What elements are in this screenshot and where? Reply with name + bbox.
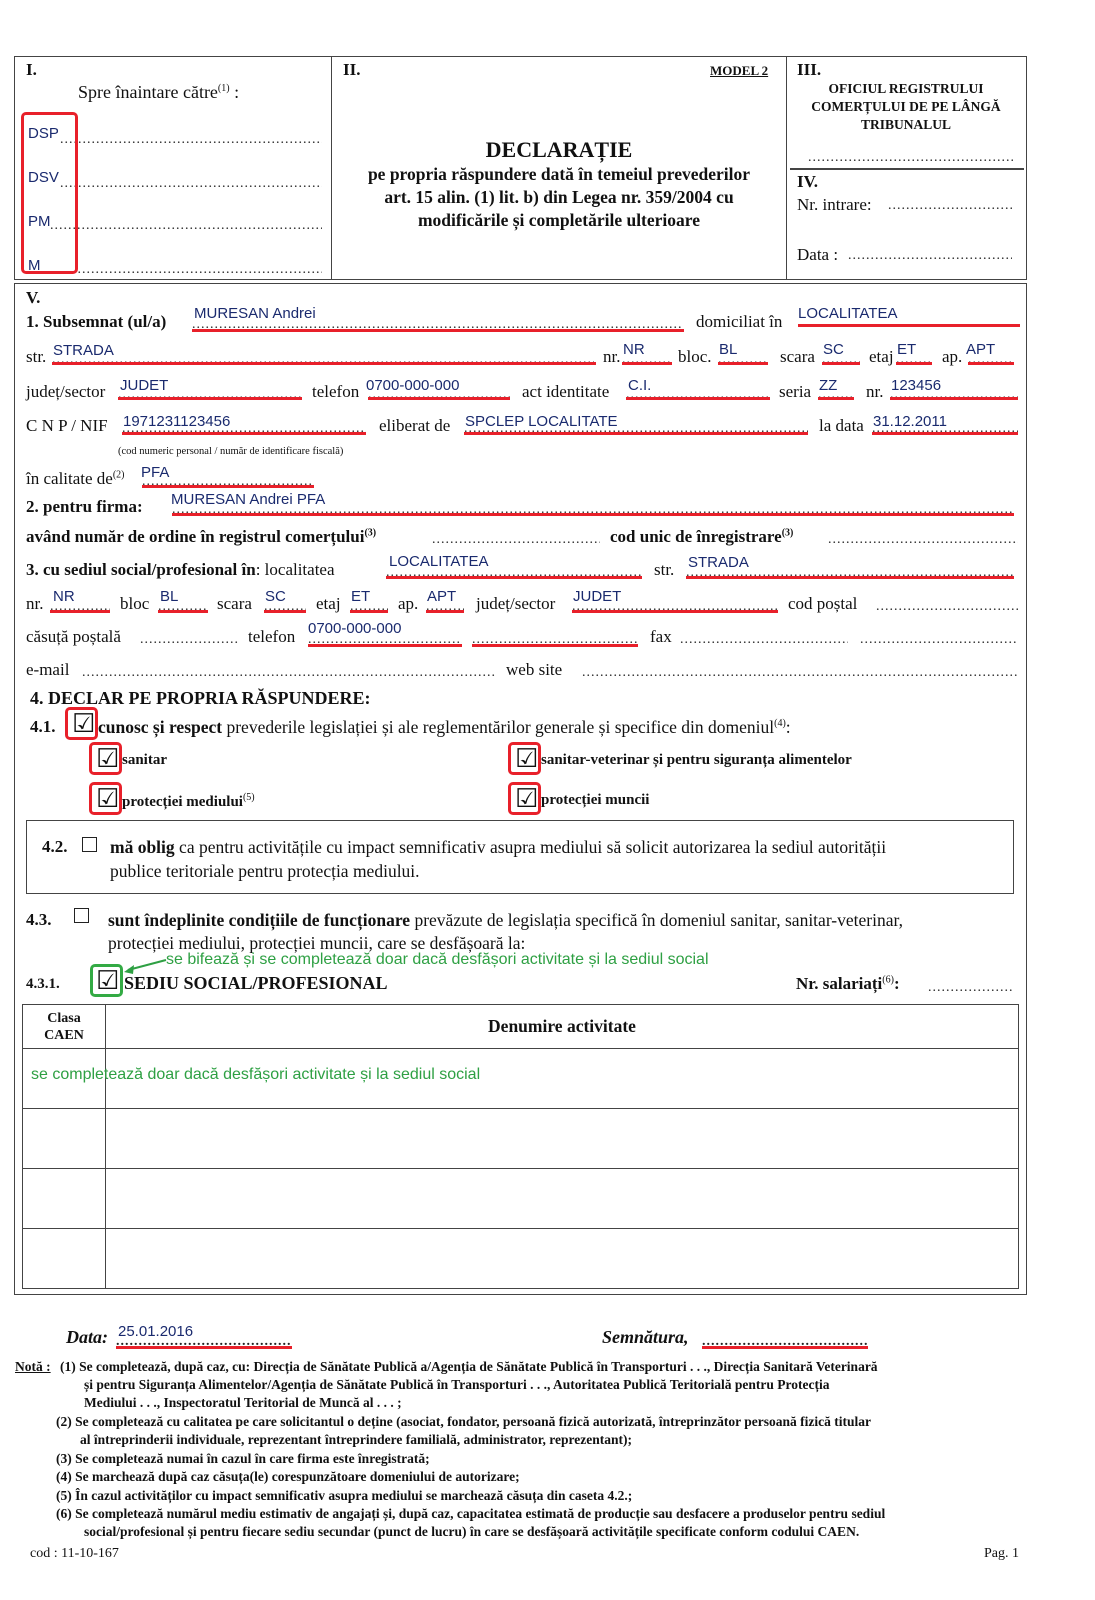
mediu-label-text: protecției mediului: [122, 794, 243, 810]
la-data-underline: [872, 432, 1018, 435]
data-dots: [848, 248, 1012, 264]
p41-checkbox[interactable]: ☑: [72, 709, 96, 739]
sediu-nr-label: nr.: [26, 594, 44, 613]
mediu-ref: (5): [242, 792, 255, 803]
website-label: web site: [506, 660, 563, 679]
eliberat-value[interactable]: SPCLEP LOCALITATE: [465, 413, 618, 430]
sec3-line1: OFICIUL REGISTRULUI: [828, 81, 984, 96]
email-label: e-mail: [26, 660, 70, 679]
green-note-1: se bifează și se completează doar dacă desfășori activitate și la sediul social: [166, 951, 709, 968]
bloc-label: bloc.: [678, 347, 712, 366]
etaj-underline: [896, 362, 932, 365]
caen-header-clasa: [23, 1005, 106, 1049]
footer-data-underline: [116, 1346, 292, 1349]
declaratie-title: DECLARAȚIE: [485, 137, 633, 162]
p43-text1: [108, 910, 903, 931]
calitate-underline: [142, 485, 314, 488]
etaj-value[interactable]: ET: [897, 341, 917, 358]
cnp-note: (cod numeric personal / număr de identificare fiscală): [118, 446, 344, 457]
sec4-roman: IV.: [797, 172, 818, 191]
sediu-etaj-underline: [350, 610, 388, 613]
sediu-judet-label: județ/sector: [476, 594, 556, 613]
p43-checkbox[interactable]: [74, 908, 89, 923]
sec5-roman: V.: [26, 288, 41, 307]
p431-label: SEDIU SOCIAL/PROFESIONAL: [124, 973, 388, 993]
sec1-entry-dsv[interactable]: DSV: [28, 169, 59, 186]
semnatura-underline: [702, 1346, 868, 1349]
str-dots: [52, 352, 594, 368]
sediu-localitate-underline: [386, 576, 642, 579]
salariati-dots: [928, 980, 1012, 996]
sanitar-checkbox[interactable]: ☑: [96, 744, 120, 774]
sediu-cod-postal-label: cod poștal: [788, 594, 858, 613]
sec1-dots-4: [64, 262, 322, 278]
p42-text2: publice teritoriale pentru protecția mediului.: [110, 861, 420, 881]
green-note-2: se completează doar dacă desfășori activitate și la sediul social: [31, 1066, 481, 1083]
sediu-str-label: str.: [654, 560, 675, 579]
sediu-ap-label: ap.: [398, 594, 419, 613]
casuta-label: căsuță poștală: [26, 627, 121, 646]
nr-ci-underline: [890, 397, 1018, 400]
eliberat-label: eliberat de: [379, 416, 451, 435]
sec3-dots: [808, 150, 1013, 166]
salariati-text: Nr. salariați: [796, 974, 883, 993]
sediu-str-value[interactable]: STRADA: [688, 554, 749, 571]
p41-ref: (4): [774, 718, 786, 730]
sediu-localitate-value[interactable]: LOCALITATEA: [389, 553, 489, 570]
p431-num: 4.3.1.: [26, 976, 60, 992]
caen-row: [23, 1229, 1019, 1289]
sediu-ap-underline: [426, 610, 464, 613]
fax2-dots: [860, 632, 1018, 648]
declaratie-sub1: pe propria răspundere dată în temeiul prevederilor: [367, 164, 751, 184]
fax-label: fax: [650, 627, 672, 646]
ap-value[interactable]: APT: [966, 341, 996, 358]
caen-cell-clasa[interactable]: [23, 1169, 106, 1229]
sediu-scara-label: scara: [217, 594, 252, 613]
subsemnat-underline: [192, 329, 684, 332]
sec2-roman: II.: [343, 60, 361, 79]
note-2a: (2) Se completează cu calitatea pe care solicitantul o deține (asociat, fondator, persoană fizică autorizată, întreprinzător persoană fizică titular: [56, 1414, 871, 1429]
subsemnat-value[interactable]: MURESAN Andrei: [194, 305, 316, 322]
sec3-roman: III.: [797, 60, 822, 79]
sediu-label-text: 3. cu sediul social/profesional în: [26, 560, 256, 579]
header-section-4-divider: [790, 168, 1024, 170]
scara-underline: [822, 362, 860, 365]
caen-cell-denumire[interactable]: [106, 1169, 1019, 1229]
seria-label: seria: [779, 382, 812, 401]
act-value[interactable]: C.I.: [628, 377, 652, 394]
salariati-label: [796, 974, 900, 994]
judet-value[interactable]: JUDET: [120, 377, 169, 394]
judet-label: județ/sector: [26, 382, 106, 401]
fax-dots: [680, 632, 848, 648]
nr-ci-label: nr.: [866, 382, 884, 401]
sec1-colon: :: [234, 82, 240, 102]
caen-row: [23, 1109, 1019, 1169]
note-3: (3) Se completează numai în cazul în care firma este înregistrată;: [56, 1451, 430, 1466]
p41-bold: cunosc și respect: [98, 717, 223, 737]
caen-header-denumire: Denumire activitate: [106, 1005, 1019, 1049]
sec1-roman: I.: [26, 60, 37, 79]
caen-row: [23, 1169, 1019, 1229]
sec1-note-ref: (1): [217, 83, 230, 94]
sediu-etaj-value[interactable]: ET: [351, 588, 371, 605]
str-underline: [52, 362, 596, 365]
cnp-value[interactable]: 1971231123456: [123, 413, 231, 430]
seria-value[interactable]: ZZ: [819, 377, 838, 394]
sediu-bloc-underline: [158, 610, 208, 613]
sec1-dots-3: [50, 218, 322, 234]
caen-table: [22, 1004, 1019, 1289]
sec1-entry-pm[interactable]: PM: [28, 213, 51, 230]
calitate-label: [26, 469, 125, 489]
domiciliu-underline: [798, 324, 1020, 327]
bloc-value[interactable]: BL: [719, 341, 738, 358]
email-dots: [82, 665, 496, 681]
sediu-localitatea-label: : localitatea: [255, 560, 335, 579]
cui-label: [610, 527, 793, 547]
mediu-checkbox-highlight: [89, 782, 122, 815]
nr-underline: [622, 362, 672, 365]
cui-dots: [828, 532, 1018, 548]
p41-checkbox-highlight: [65, 707, 98, 740]
nr-intrare-label: Nr. intrare:: [797, 195, 872, 214]
cui-ref: (3): [781, 527, 794, 539]
vet-label: sanitar-veterinar și pentru siguranța alimentelor: [541, 752, 852, 768]
sec1-dots-1: [60, 132, 322, 148]
sediu-nr-underline: [50, 610, 110, 613]
note-1a: (1) Se completează, după caz, cu: Direcția de Sănătate Publică a/Agenția de Sănătate Publică în Transporturi . . ., Direcția Sanitară Veterinară: [60, 1359, 878, 1374]
sediu-str-underline: [686, 576, 1014, 579]
seria-underline: [818, 397, 854, 400]
cui-text: cod unic de înregistrare: [610, 527, 782, 546]
ap-label: ap.: [942, 347, 963, 366]
nr-ordine-label: [26, 527, 376, 547]
caen-cell-clasa[interactable]: [23, 1229, 106, 1289]
p42-text1: [110, 837, 886, 858]
salariati-colon: :: [893, 974, 900, 993]
p42-body1: ca pentru activitățile cu impact semnificativ asupra mediului să solicit autorizarea la sediul autorității: [179, 837, 887, 857]
note-6b: social/profesional și pentru fiecare sediu secundar (punct de lucru) în care se desfășoară activitățile specificate conform codului CAEN.: [84, 1524, 860, 1539]
sediu-telefon-label: telefon: [248, 627, 296, 646]
declar-title: 4. DECLAR PE PROPRIA RĂSPUNDERE:: [30, 688, 371, 708]
note-1b: și pentru Siguranța Alimentelor/Agenția de Sănătate Publică în Transporturi . . ., Autoritatea Publică Teritorială pentru Protecția: [84, 1377, 830, 1392]
p43-body1: prevăzute de legislația specifică în domeniul sanitar, sanitar-veterinar,: [414, 910, 903, 930]
telefon-label: telefon: [312, 382, 360, 401]
sediu-cod-postal-dots: [876, 599, 1018, 615]
caen-header-row: [23, 1005, 1019, 1049]
vet-checkbox[interactable]: ☑: [515, 744, 539, 774]
sec3-line3: TRIBUNALUL: [860, 117, 952, 132]
p43-bold: sunt îndeplinite condițiile de funcționare: [108, 910, 411, 930]
sediu-scara-underline: [264, 610, 306, 613]
salariati-ref: (6): [882, 974, 894, 986]
munca-checkbox-highlight: [508, 782, 541, 815]
nr-intrare-dots: [888, 198, 1012, 214]
p42-checkbox[interactable]: [82, 837, 97, 852]
sediu-telefon-value[interactable]: 0700-000-000: [308, 620, 402, 637]
domiciliu-localitate-value[interactable]: LOCALITATEA: [798, 305, 898, 322]
page-number: Pag. 1: [984, 1546, 1019, 1561]
firma-label: 2. pentru firma:: [26, 497, 143, 516]
cnp-label: C N P / NIF: [26, 416, 108, 435]
p43-num: 4.3.: [26, 910, 52, 929]
sec3-line2: COMERȚULUI DE PE LÂNGĂ: [811, 99, 1001, 114]
sediu-judet-value[interactable]: JUDET: [573, 588, 622, 605]
act-underline: [626, 397, 770, 400]
sediu-ap-value[interactable]: APT: [427, 588, 457, 605]
munca-checkbox[interactable]: ☑: [515, 784, 539, 814]
model-label: MODEL 2: [710, 63, 769, 78]
telefon-underline: [368, 397, 510, 400]
nr-ordine-text: având număr de ordine în registrul comerțului: [26, 527, 365, 546]
sec1-dots-2: [60, 176, 322, 192]
caen-cell-denumire[interactable]: [106, 1229, 1019, 1289]
nr-ci-value[interactable]: 123456: [891, 377, 942, 394]
note-6a: (6) Se completează numărul mediu estimativ de angajați și, după caz, capacitatea estimată de producție sau desfacere a produselor pentru sediul: [56, 1506, 886, 1521]
sec1-highlight: [21, 112, 78, 274]
domiciliat-label: domiciliat în: [696, 312, 783, 331]
declaratie-sub3: modificările și completările ulterioare: [417, 210, 701, 230]
note-5: (5) În cazul activităților cu impact semnificativ asupra mediului se marchează căsuța din caseta 4.2.;: [56, 1488, 633, 1503]
sec1-entry-dsp[interactable]: DSP: [28, 125, 59, 142]
caen-cell-denumire[interactable]: [106, 1109, 1019, 1169]
p431-checkbox[interactable]: ☑: [96, 966, 120, 996]
nr-label: nr.: [603, 347, 621, 366]
sediu-telefon2-underline: [472, 644, 638, 647]
semnatura-label: Semnătura,: [602, 1327, 689, 1347]
calitate-ref: (2): [112, 469, 125, 481]
firma-value[interactable]: MURESAN Andrei PFA: [171, 491, 326, 508]
p431-checkbox-highlight: [90, 964, 123, 997]
munca-label: protecției muncii: [541, 792, 650, 808]
str-value[interactable]: STRADA: [53, 342, 114, 359]
p41-body: prevederile legislației și ale reglementărilor generale și specifice din domeniul: [226, 717, 775, 737]
note-1c: Mediului . . ., Inspectoratul Teritorial de Muncă al . . . ;: [84, 1395, 402, 1410]
calitate-label-text: în calitate de: [26, 469, 113, 488]
str-label: str.: [26, 347, 47, 366]
footer-data-label: Data:: [66, 1327, 108, 1347]
vet-checkbox-highlight: [508, 742, 541, 775]
la-data-value[interactable]: 31.12.2011: [873, 413, 947, 430]
bloc-underline: [718, 362, 768, 365]
sediu-bloc-label: bloc: [120, 594, 150, 613]
mediu-label: [122, 792, 255, 811]
footer-data-value[interactable]: 25.01.2016: [118, 1323, 194, 1340]
calitate-value[interactable]: PFA: [141, 464, 170, 481]
p41-num: 4.1.: [30, 717, 56, 736]
sec1-label: [78, 82, 239, 103]
mediu-checkbox[interactable]: ☑: [96, 784, 120, 814]
sediu-telefon-underline: [308, 644, 462, 647]
sediu-nr-value[interactable]: NR: [53, 588, 75, 605]
nr-ordine-ref: (3): [364, 527, 377, 539]
sediu-bloc-value[interactable]: BL: [160, 588, 179, 605]
p42-bold: mă oblig: [110, 837, 175, 857]
nr-value[interactable]: NR: [623, 341, 645, 358]
sediu-scara-value[interactable]: SC: [265, 588, 286, 605]
scara-label: scara: [780, 347, 815, 366]
sediu-judet-underline: [572, 610, 778, 613]
sediu-etaj-label: etaj: [316, 594, 341, 613]
eliberat-underline: [464, 432, 808, 435]
declaratie-sub2: art. 15 alin. (1) lit. b) din Legea nr. 359/2004 cu: [384, 187, 734, 207]
data-label: Data :: [797, 245, 839, 264]
firma-underline: [172, 513, 1014, 516]
note-2b: al întreprinderii individuale, reprezentant întreprindere familială, administrator, reprezentant);: [80, 1432, 632, 1447]
website-dots: [582, 665, 1018, 681]
nota-label: Notă :: [15, 1359, 51, 1374]
caen-header-clasa-line2: CAEN: [44, 1027, 84, 1043]
form-code: cod : 11-10-167: [30, 1546, 119, 1561]
p42-num: 4.2.: [42, 837, 68, 856]
nr-ordine-dots: [432, 532, 600, 548]
sec1-entry-m[interactable]: M: [28, 257, 41, 274]
p41-colon: :: [785, 717, 791, 737]
subsemnat-label: 1. Subsemnat (ul/a): [26, 312, 167, 331]
casuta-dots: [140, 632, 238, 648]
ap-underline: [968, 362, 1014, 365]
sec1-label-text: Spre înaintare către: [78, 82, 218, 102]
note-4: (4) Se marchează după caz căsuța(le) corespunzătoare domeniului de autorizare;: [56, 1469, 520, 1484]
p41-text: [98, 717, 791, 738]
act-label: act identitate: [522, 382, 610, 401]
sediu-label: [26, 560, 335, 580]
cnp-underline: [122, 432, 366, 435]
telefon-value[interactable]: 0700-000-000: [366, 377, 460, 394]
p43-text2: protecției mediului, protecției muncii, care se desfășoară la:: [108, 933, 526, 953]
sanitar-label: sanitar: [122, 752, 167, 768]
caen-cell-clasa[interactable]: [23, 1109, 106, 1169]
caen-header-clasa-line1: Clasa: [47, 1010, 81, 1026]
scara-value[interactable]: SC: [823, 341, 844, 358]
judet-underline: [118, 397, 302, 400]
la-data-label: la data: [819, 416, 864, 435]
sanitar-checkbox-highlight: [89, 742, 122, 775]
etaj-label: etaj: [869, 347, 894, 366]
